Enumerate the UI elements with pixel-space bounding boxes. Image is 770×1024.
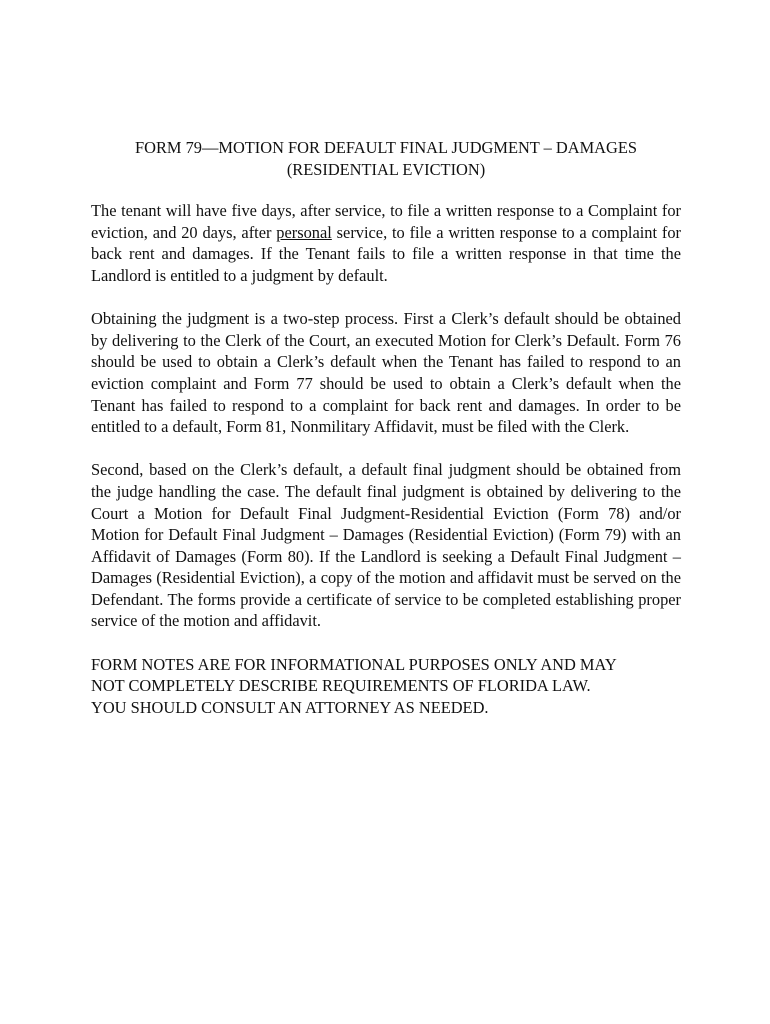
paragraph-default-final-judgment: Second, based on the Clerk’s default, a default final judgment should be obtained from the judge handling the case. The default final judgment is obtained by delivering to the Court a Motion for Default Final Judgment-Residential Eviction (Form 78) and/or Motion for Default Final Judgment – Damages (Residential Eviction) (Form 79) with an Affidavit of Damages (Form 80). If the Landlord is seeking a Default Final Judgment – Damages (Residential Eviction), a copy of the motion and affidavit must be served on the Defendant. The forms provide a certificate of service to be completed establishing proper service of the motion and affidavit. — [91, 460, 681, 631]
title-line-2: (RESIDENTIAL EVICTION) — [286, 159, 486, 179]
document-title — [91, 137, 681, 180]
document-page — [91, 137, 681, 718]
form-notes-disclaimer — [91, 654, 681, 719]
notes-line-2: NOT COMPLETELY DESCRIBE REQUIREMENTS OF FLORIDA LAW. — [91, 676, 591, 696]
notes-line-3: YOU SHOULD CONSULT AN ATTORNEY AS NEEDED. — [91, 697, 489, 717]
paragraph-1-text-a: The tenant will have five days, after service, to file a written response to a Complaint for eviction, and 20 days, after — [91, 201, 681, 242]
title-line-1: FORM 79—MOTION FOR DEFAULT FINAL JUDGMENT – DAMAGES — [135, 138, 637, 157]
paragraph-1-text-b: service, to file a written response to a complaint for back rent and damages. If the Tenant fails to file a written response in that time the Landlord is entitled to a judgment by default. — [91, 222, 682, 285]
paragraph-response-deadlines — [91, 200, 681, 286]
paragraph-clerks-default: Obtaining the judgment is a two-step process. First a Clerk’s default should be obtained by delivering to the Clerk of the Court, an executed Motion for Clerk’s Default. Form 76 should be used to obtain a Clerk’s default when the Tenant has failed to respond to an eviction complaint and Form 77 should be used to obtain a Clerk’s default when the Tenant has failed to respond to a complaint for back rent and damages. In order to be entitled to a default, Form 81, Nonmilitary Affidavit, must be filed with the Clerk. — [91, 309, 681, 437]
notes-line-1: FORM NOTES ARE FOR INFORMATIONAL PURPOSES ONLY AND MAY — [91, 654, 617, 674]
underlined-word-personal: personal — [276, 222, 332, 242]
